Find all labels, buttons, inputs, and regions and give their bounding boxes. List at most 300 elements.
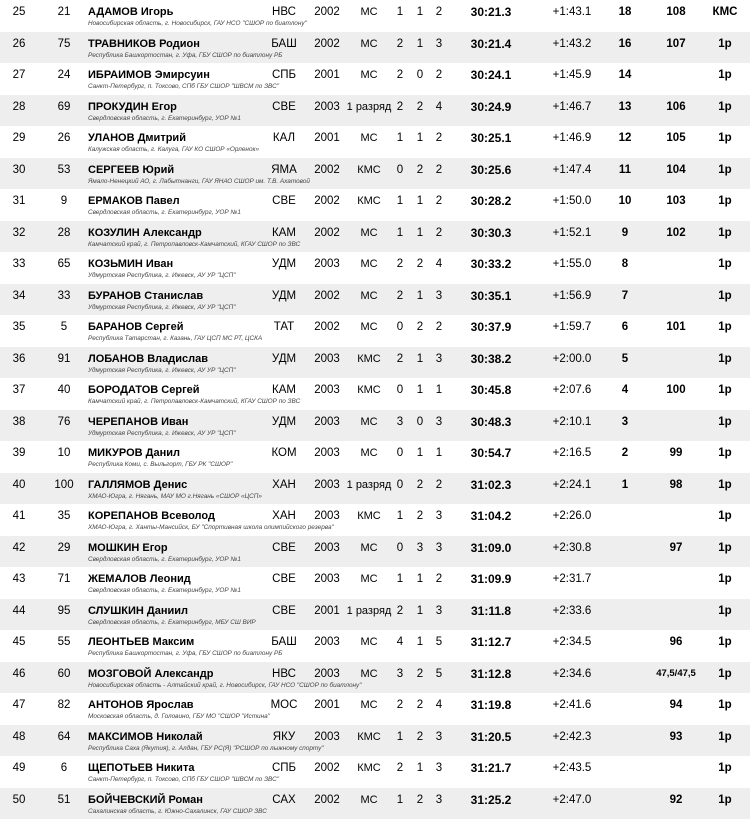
assigned-category: 1р	[718, 163, 732, 176]
bib-number: 65	[57, 258, 71, 270]
result-row	[0, 599, 750, 631]
birth-year: 2001	[314, 604, 340, 617]
result-row	[0, 284, 750, 316]
rating-score: 92	[669, 793, 683, 806]
sport-rank: МС	[360, 541, 378, 554]
birth-year: 2002	[314, 37, 340, 50]
shooting-standing-misses: 1	[416, 226, 424, 239]
shooting-total-misses: 2	[435, 69, 443, 81]
assigned-category: 1р	[718, 100, 732, 113]
athlete-team: Санкт-Петербург, п. Токсово, СПб ГБУ СШОР "ШВСМ по ЗВС"	[88, 83, 280, 90]
time-behind: +2:43.5	[552, 762, 592, 774]
shooting-prone-misses: 1	[396, 132, 404, 144]
cup-points: 10	[618, 195, 632, 207]
shooting-prone-misses: 1	[396, 573, 404, 585]
finish-time: 31:12.7	[470, 635, 512, 649]
result-row	[0, 347, 750, 379]
assigned-category: 1р	[718, 510, 732, 522]
athlete-name: МАКСИМОВ Николай	[88, 730, 203, 743]
region-code: СВЕ	[272, 604, 296, 617]
region-code: ТАТ	[273, 321, 295, 333]
athlete-team: Свердловская область, г. Екатеринбург, УОР №1	[88, 555, 241, 563]
place-cell: 33	[12, 258, 26, 270]
assigned-category: 1р	[718, 226, 732, 239]
athlete-name: ЖЕМАЛОВ Леонид	[88, 573, 191, 585]
bib-number: 60	[57, 667, 71, 680]
finish-time: 31:11.8	[470, 603, 512, 618]
result-row	[0, 410, 750, 442]
athlete-team: Санкт-Петербург, п. Токсово, СПб ГБУ СШОР "ШВСМ по ЗВС"	[88, 776, 280, 783]
shooting-total-misses: 2	[435, 132, 443, 144]
finish-time: 30:21.4	[470, 36, 512, 51]
region-code: КОМ	[271, 447, 297, 459]
result-row	[0, 158, 750, 190]
bib-number: 5	[60, 321, 68, 333]
athlete-team: Камчатский край, г. Петропавловск-Камчатский, КГАУ СШОР по ЗВС	[88, 398, 301, 405]
shooting-total-misses: 3	[435, 541, 443, 554]
bib-number: 10	[57, 447, 71, 459]
result-row	[0, 32, 750, 64]
birth-year: 2001	[314, 69, 340, 81]
athlete-name: АДАМОВ Игорь	[88, 6, 174, 18]
athlete-team: Удмуртская Республика, г. Ижевск, АУ УР "ЦСП"	[88, 272, 236, 279]
sport-rank: МС	[360, 132, 378, 144]
assigned-category: 1р	[718, 699, 732, 711]
cup-points: 6	[621, 321, 629, 333]
place-cell: 43	[12, 573, 26, 585]
rating-score: 99	[669, 447, 683, 459]
bib-number: 82	[57, 699, 71, 711]
sport-rank: МС	[360, 415, 378, 428]
shooting-total-misses: 2	[435, 478, 443, 491]
shooting-total-misses: 3	[435, 793, 443, 806]
shooting-prone-misses: 0	[396, 163, 404, 176]
shooting-prone-misses: 2	[396, 258, 404, 270]
athlete-name: ИБРАИМОВ Эмирсуин	[88, 69, 210, 81]
athlete-team: Калужская область, г. Калуга, ГАУ КО СШОР «Орленок»	[88, 146, 260, 153]
shooting-total-misses: 5	[435, 636, 443, 648]
result-row	[0, 567, 750, 599]
birth-year: 2003	[314, 478, 340, 491]
region-code: КАМ	[272, 226, 296, 239]
result-row	[0, 662, 750, 694]
bib-number: 24	[57, 69, 71, 81]
shooting-prone-misses: 2	[396, 699, 404, 711]
bib-number: 33	[57, 289, 71, 302]
athlete-name: БУРАНОВ Станислав	[88, 289, 204, 302]
athlete-name: КОЗЬМИН Иван	[88, 258, 174, 270]
shooting-prone-misses: 2	[396, 100, 404, 113]
birth-year: 2003	[314, 636, 340, 648]
rating-score: 98	[669, 478, 683, 491]
time-behind: +1:50.0	[552, 195, 592, 207]
shooting-prone-misses: 2	[396, 289, 404, 302]
region-code: КАМ	[272, 384, 296, 396]
time-behind: +1:52.1	[552, 226, 592, 239]
region-code: МОС	[270, 699, 298, 711]
cup-points: 2	[621, 447, 629, 459]
shooting-total-misses: 3	[435, 604, 443, 617]
place-cell: 30	[12, 163, 26, 176]
assigned-category: 1р	[718, 352, 732, 365]
result-row	[0, 315, 750, 347]
time-behind: +2:30.8	[552, 541, 592, 554]
shooting-standing-misses: 1	[416, 384, 424, 396]
bib-number: 51	[57, 793, 71, 806]
athlete-team: Новосибирская область, г. Новосибирск, ГАУ НСО "СШОР по биатлону"	[88, 20, 307, 27]
birth-year: 2002	[314, 226, 340, 239]
place-cell: 46	[12, 667, 26, 680]
shooting-standing-misses: 1	[416, 762, 424, 774]
athlete-name: МОШКИН Егор	[88, 541, 168, 554]
region-code: БАШ	[271, 37, 297, 50]
shooting-total-misses: 2	[435, 163, 443, 176]
athlete-team: ХМАО-Югра, г. Нягань, МАУ МО г.Нягань «СШОР «ЦСП»	[88, 492, 262, 500]
athlete-team: Удмуртская Республика, г. Ижевск, АУ УР "ЦСП"	[88, 366, 236, 374]
cup-points: 5	[621, 352, 629, 365]
finish-time: 30:25.6	[470, 162, 512, 177]
bib-number: 9	[60, 195, 68, 207]
shooting-total-misses: 2	[435, 321, 443, 333]
shooting-prone-misses: 2	[396, 604, 404, 617]
shooting-prone-misses: 2	[396, 352, 404, 365]
assigned-category: 1р	[718, 258, 732, 270]
finish-time: 31:12.8	[470, 666, 512, 681]
athlete-name: ЕРМАКОВ Павел	[88, 195, 180, 207]
shooting-prone-misses: 0	[396, 384, 404, 396]
shooting-total-misses: 4	[435, 699, 443, 711]
assigned-category: 1р	[718, 573, 732, 585]
time-behind: +1:46.7	[552, 100, 592, 113]
shooting-standing-misses: 2	[416, 100, 424, 113]
region-code: СВЕ	[272, 541, 296, 554]
shooting-standing-misses: 3	[416, 541, 424, 554]
birth-year: 2003	[314, 100, 340, 113]
assigned-category: 1р	[718, 321, 732, 333]
rating-score: 103	[666, 195, 686, 207]
place-cell: 26	[12, 37, 26, 50]
region-code: НВС	[272, 6, 296, 18]
place-cell: 28	[12, 100, 26, 113]
athlete-team: Ямало-Ненецкий АО, г. Лабытнанги, ГАУ ЯНАО СШОР им. Т.В. Ахатовой	[88, 177, 310, 185]
birth-year: 2002	[314, 6, 340, 18]
finish-time: 31:04.2	[470, 509, 512, 523]
assigned-category: 1р	[718, 195, 732, 207]
shooting-standing-misses: 1	[416, 573, 424, 585]
sport-rank: КМС	[357, 510, 381, 522]
time-behind: +2:33.6	[552, 604, 592, 617]
region-code: СВЕ	[272, 100, 296, 113]
cup-points: 3	[621, 415, 629, 428]
rating-score: 105	[666, 132, 686, 144]
shooting-prone-misses: 3	[396, 667, 404, 680]
sport-rank: МС	[360, 6, 378, 18]
place-cell: 29	[12, 132, 26, 144]
time-behind: +1:43.1	[552, 6, 592, 18]
sport-rank: МС	[360, 289, 378, 302]
athlete-team: Камчатский край, г. Петропавловск-Камчатский, КГАУ СШОР по ЗВС	[88, 240, 301, 248]
shooting-prone-misses: 2	[396, 37, 404, 50]
cup-points: 13	[618, 100, 632, 113]
sport-rank: МС	[360, 447, 378, 459]
shooting-prone-misses: 3	[396, 415, 404, 428]
shooting-standing-misses: 2	[416, 793, 424, 806]
rating-score: 96	[669, 636, 683, 648]
athlete-name: ЧЕРЕПАНОВ Иван	[88, 415, 189, 428]
rating-score: 100	[666, 384, 686, 396]
rating-score: 47,5/47,5	[656, 667, 696, 679]
place-cell: 39	[12, 447, 26, 459]
shooting-total-misses: 2	[435, 573, 443, 585]
shooting-standing-misses: 1	[416, 37, 424, 50]
region-code: ХАН	[272, 478, 296, 491]
shooting-total-misses: 5	[435, 667, 443, 680]
finish-time: 31:09.0	[470, 540, 512, 555]
sport-rank: КМС	[357, 730, 381, 743]
result-row	[0, 441, 750, 473]
finish-time: 30:24.1	[470, 68, 512, 82]
assigned-category: 1р	[718, 762, 732, 774]
finish-time: 30:25.1	[470, 131, 512, 145]
athlete-team: ХМАО-Югра, г. Ханты-Мансийск, БУ "Спортивная школа олимпийского резерва"	[88, 524, 334, 531]
cup-points: 11	[618, 163, 632, 176]
time-behind: +1:47.4	[552, 163, 592, 176]
shooting-total-misses: 4	[435, 258, 443, 270]
sport-rank: КМС	[357, 352, 381, 365]
region-code: ЯКУ	[272, 730, 296, 743]
place-cell: 48	[12, 730, 26, 743]
place-cell: 38	[12, 415, 26, 428]
birth-year: 2001	[314, 132, 340, 144]
assigned-category: 1р	[718, 132, 732, 144]
finish-time: 30:45.8	[470, 383, 512, 397]
athlete-team: Республика Башкортостан, г. Уфа, ГБУ СШОР по биатлону РБ	[88, 650, 283, 657]
cup-points: 9	[621, 226, 629, 239]
region-code: УДМ	[271, 289, 297, 302]
athlete-team: Республика Башкортостан, г. Уфа, ГБУ СШОР по биатлону РБ	[88, 51, 283, 59]
cup-points: 8	[621, 258, 629, 270]
result-row	[0, 473, 750, 505]
place-cell: 31	[12, 195, 26, 207]
athlete-name: ГАЛЛЯМОВ Денис	[88, 478, 188, 491]
place-cell: 50	[12, 793, 26, 806]
place-cell: 49	[12, 762, 26, 774]
place-cell: 36	[12, 352, 26, 365]
time-behind: +2:34.5	[552, 636, 592, 648]
shooting-prone-misses: 0	[396, 478, 404, 491]
rating-score: 102	[666, 226, 686, 239]
rating-score: 94	[669, 699, 683, 711]
sport-rank: МС	[360, 258, 378, 270]
time-behind: +2:07.6	[552, 384, 592, 396]
shooting-total-misses: 3	[435, 730, 443, 743]
athlete-name: УЛАНОВ Дмитрий	[88, 132, 186, 144]
birth-year: 2002	[314, 163, 340, 176]
bib-number: 35	[57, 510, 71, 522]
finish-time: 30:54.7	[470, 446, 512, 460]
finish-time: 30:21.3	[470, 5, 512, 19]
finish-time: 30:33.2	[470, 257, 512, 271]
birth-year: 2002	[314, 762, 340, 774]
athlete-team: Сахалинская область, г. Южно-Сахалинск, ГАУ СШОР ЗВС	[88, 807, 267, 815]
time-behind: +1:56.9	[552, 289, 592, 302]
athlete-name: АНТОНОВ Ярослав	[88, 699, 194, 711]
athlete-team: Республика Татарстан, г. Казань, ГАУ ЦСП МС РТ, ЦСКА	[88, 335, 263, 342]
result-row	[0, 0, 750, 32]
athlete-name: МИКУРОВ Данил	[88, 447, 180, 459]
time-behind: +2:24.1	[552, 478, 592, 491]
shooting-prone-misses: 1	[396, 793, 404, 806]
assigned-category: КМС	[712, 6, 738, 18]
birth-year: 2002	[314, 195, 340, 207]
athlete-name: КОРЕПАНОВ Всеволод	[88, 510, 215, 522]
athlete-team: Свердловская область, г. Екатеринбург, УОР №1	[88, 587, 241, 594]
region-code: УДМ	[271, 415, 297, 428]
bib-number: 95	[57, 604, 71, 617]
rating-score: 104	[666, 163, 686, 176]
shooting-prone-misses: 1	[396, 6, 404, 18]
birth-year: 2003	[314, 667, 340, 680]
athlete-name: ЛЕОНТЬЕВ Максим	[88, 636, 195, 648]
shooting-standing-misses: 1	[416, 604, 424, 617]
athlete-name: ПРОКУДИН Егор	[88, 100, 177, 113]
assigned-category: 1р	[718, 730, 732, 743]
finish-time: 31:02.3	[470, 477, 512, 492]
shooting-prone-misses: 1	[396, 730, 404, 743]
result-row	[0, 189, 750, 221]
birth-year: 2003	[314, 415, 340, 428]
place-cell: 25	[12, 6, 26, 18]
region-code: КАЛ	[272, 132, 296, 144]
shooting-standing-misses: 2	[416, 478, 424, 491]
finish-time: 30:28.2	[470, 194, 512, 208]
bib-number: 26	[57, 132, 71, 144]
sport-rank: КМС	[357, 762, 381, 774]
place-cell: 27	[12, 69, 26, 81]
region-code: НВС	[272, 667, 296, 680]
cup-points: 4	[621, 384, 629, 396]
finish-time: 31:19.8	[470, 698, 512, 712]
finish-time: 31:09.9	[470, 572, 512, 586]
bib-number: 100	[54, 478, 74, 491]
rating-score: 93	[669, 730, 683, 743]
birth-year: 2003	[314, 730, 340, 743]
shooting-total-misses: 3	[435, 415, 443, 428]
shooting-standing-misses: 2	[416, 730, 424, 743]
bib-number: 55	[57, 636, 71, 648]
finish-time: 30:37.9	[470, 320, 512, 334]
time-behind: +2:34.6	[552, 667, 592, 680]
sport-rank: МС	[360, 699, 378, 711]
cup-points: 12	[618, 132, 632, 144]
sport-rank: КМС	[357, 163, 381, 176]
athlete-team: Удмуртская Республика, г. Ижевск, АУ УР "ЦСП"	[88, 429, 236, 437]
result-row	[0, 504, 750, 536]
rating-score: 97	[669, 541, 683, 554]
shooting-standing-misses: 1	[416, 195, 424, 207]
place-cell: 44	[12, 604, 26, 617]
athlete-name: КОЗУЛИН Александр	[88, 226, 202, 239]
shooting-prone-misses: 2	[396, 762, 404, 774]
time-behind: +2:00.0	[552, 352, 592, 365]
time-behind: +2:42.3	[552, 730, 592, 743]
birth-year: 2003	[314, 447, 340, 459]
shooting-prone-misses: 0	[396, 321, 404, 333]
athlete-team: Свердловская область, г. Екатеринбург, УОР №1	[88, 209, 241, 216]
time-behind: +2:47.0	[552, 793, 592, 806]
time-behind: +1:55.0	[552, 258, 592, 270]
sport-rank: МС	[360, 636, 378, 648]
bib-number: 6	[60, 762, 68, 774]
bib-number: 91	[57, 352, 71, 365]
shooting-total-misses: 1	[435, 384, 443, 396]
sport-rank: МС	[360, 321, 378, 333]
assigned-category: 1р	[718, 69, 732, 81]
athlete-team: Свердловская область, г. Екатеринбург, УОР №1	[88, 114, 241, 122]
region-code: БАШ	[271, 636, 297, 648]
shooting-total-misses: 3	[435, 352, 443, 365]
finish-time: 30:30.3	[470, 225, 512, 240]
athlete-team: Удмуртская Республика, г. Ижевск, АУ УР "ЦСП"	[88, 303, 236, 311]
sport-rank: МС	[360, 37, 378, 50]
birth-year: 2001	[314, 699, 340, 711]
cup-points: 14	[618, 69, 632, 81]
time-behind: +2:31.7	[552, 573, 592, 585]
birth-year: 2003	[314, 573, 340, 585]
bib-number: 64	[57, 730, 71, 743]
region-code: УДМ	[271, 258, 297, 270]
shooting-standing-misses: 1	[416, 352, 424, 365]
finish-time: 30:38.2	[470, 351, 512, 366]
shooting-total-misses: 4	[435, 100, 443, 113]
shooting-prone-misses: 1	[396, 195, 404, 207]
result-row	[0, 536, 750, 568]
assigned-category: 1р	[718, 478, 732, 491]
bib-number: 28	[57, 226, 71, 239]
bib-number: 53	[57, 163, 71, 176]
result-row	[0, 756, 750, 788]
assigned-category: 1р	[718, 415, 732, 428]
shooting-total-misses: 1	[435, 447, 443, 459]
place-cell: 34	[12, 289, 26, 302]
time-behind: +1:46.9	[552, 132, 592, 144]
athlete-name: БОРОДАТОВ Сергей	[88, 384, 200, 396]
region-code: УДМ	[271, 352, 297, 365]
shooting-standing-misses: 1	[416, 289, 424, 302]
cup-points: 7	[621, 289, 629, 302]
result-row	[0, 252, 750, 284]
athlete-name: ЛОБАНОВ Владислав	[88, 352, 208, 365]
shooting-standing-misses: 2	[416, 667, 424, 680]
athlete-name: СЕРГЕЕВ Юрий	[88, 163, 175, 176]
shooting-standing-misses: 2	[416, 163, 424, 176]
assigned-category: 1р	[718, 384, 732, 396]
place-cell: 40	[12, 478, 26, 491]
athlete-team: Новосибирская область - Алтайский край, г. Новосибирск, ГАУ НСО "СШОР по биатлону"	[88, 681, 362, 689]
time-behind: +2:41.6	[552, 699, 592, 711]
shooting-prone-misses: 1	[396, 510, 404, 522]
cup-points: 16	[618, 37, 632, 50]
place-cell: 42	[12, 541, 26, 554]
result-row	[0, 693, 750, 725]
athlete-name: СЛУШКИН Даниил	[88, 604, 189, 617]
sport-rank: 1 разряд	[346, 604, 392, 617]
assigned-category: 1р	[718, 541, 732, 554]
time-behind: +1:43.2	[552, 37, 592, 50]
finish-time: 30:48.3	[470, 414, 512, 429]
place-cell: 32	[12, 226, 26, 239]
assigned-category: 1р	[718, 37, 732, 50]
